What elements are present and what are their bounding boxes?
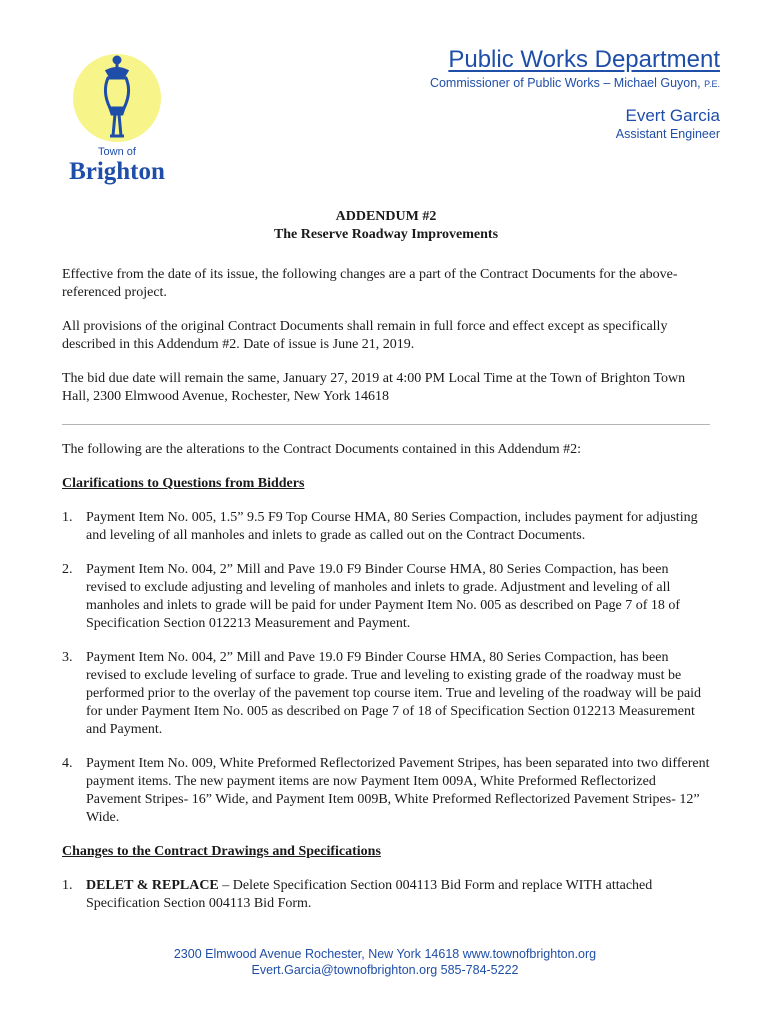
changes-heading: Changes to the Contract Drawings and Specifications (62, 844, 381, 859)
engineer-name: Evert Garcia (625, 106, 720, 125)
addendum-number: ADDENDUM #2 (335, 209, 437, 224)
document-body (62, 208, 710, 913)
changes-list (62, 877, 710, 913)
item-lead: DELET & REPLACE (86, 878, 219, 893)
item-text: Payment Item No. 004, 2” Mill and Pave 19.0 F9 Binder Course HMA, 80 Series Compaction, has been revised to exclude adjusting and leveling of manholes and inlets to grade. Adjustment and leveling of all manholes and inlets to grade will be paid for under Payment Item No. 005 as described on Page 7 of 18 of Specification Section 012213 Measurement and Payment. (86, 562, 681, 631)
item-number: 1. (62, 878, 73, 893)
intro-paragraph-1: Effective from the date of its issue, the following changes are a part of the Contract Documents for the above-referenced project. (62, 267, 678, 300)
clarifications-heading: Clarifications to Questions from Bidders (62, 476, 305, 491)
item-number: 4. (62, 756, 73, 771)
list-item (62, 649, 710, 739)
section-divider (62, 424, 710, 425)
department-title: Public Works Department (448, 46, 720, 73)
list-item (62, 561, 710, 633)
list-item (62, 509, 710, 545)
intro-paragraph-3: The bid due date will remain the same, January 27, 2019 at 4:00 PM Local Time at the Town of Brighton Town Hall, 2300 Elmwood Avenue, Rochester, New York 14618 (62, 371, 686, 404)
document-title (62, 208, 710, 244)
commissioner-suffix: P.E. (704, 79, 720, 89)
list-item (62, 755, 710, 827)
footer-contact: Evert.Garcia@townofbrighton.org 585-784-5222 (251, 963, 519, 977)
project-name: The Reserve Roadway Improvements (273, 227, 499, 242)
list-item (62, 877, 710, 913)
letterhead-footer (0, 946, 770, 978)
clarifications-list (62, 509, 710, 827)
commissioner-name: Commissioner of Public Works – Michael Guyon, (429, 76, 701, 90)
commissioner-line (430, 76, 720, 90)
logo-town-of: Town of (98, 146, 136, 158)
item-text: Payment Item No. 004, 2” Mill and Pave 19.0 F9 Binder Course HMA, 80 Series Compaction, has been revised to exclude leveling of surface to grade. True and leveling to existing grade of the roadway must be performed prior to the overlay of the pavement top course item. True and leveling of the roadway will be paid for under Payment Item No. 005 as described on Page 7 of 18 of Specification Section 012213 Measurement and Payment. (86, 650, 702, 737)
item-text: – Delete Specification Section 004113 Bid Form and replace WITH attached Specification Section 004113 Bid Form. (86, 878, 653, 911)
engineer-title: Assistant Engineer (615, 127, 720, 141)
letterhead (430, 46, 720, 141)
item-number: 3. (62, 650, 73, 665)
item-text: Payment Item No. 005, 1.5” 9.5 F9 Top Course HMA, 80 Series Compaction, includes payment for adjusting and leveling of all manholes and inlets to grade as called out on the Contract Documents. (86, 510, 698, 543)
alterations-intro: The following are the alterations to the Contract Documents contained in this Addendum #2: (62, 442, 582, 457)
intro-paragraph-2: All provisions of the original Contract Documents shall remain in full force and effect except as specifically described in this Addendum #2. Date of issue is June 21, 2019. (62, 319, 668, 352)
item-text: Payment Item No. 009, White Preformed Reflectorized Pavement Stripes, has been separated into two different payment items. The new payment items are now Payment Item 009A, White Preformed Reflectorized Pavement Stripes- 16” Wide, and Payment Item 009B, White Preformed Reflectorized Pavement Stripes- 12” Wide. (86, 756, 710, 825)
item-number: 1. (62, 510, 73, 525)
footer-address: 2300 Elmwood Avenue Rochester, New York 14618 www.townofbrighton.org (173, 947, 597, 961)
item-number: 2. (62, 562, 73, 577)
logo-town-name: Brighton (69, 158, 165, 185)
